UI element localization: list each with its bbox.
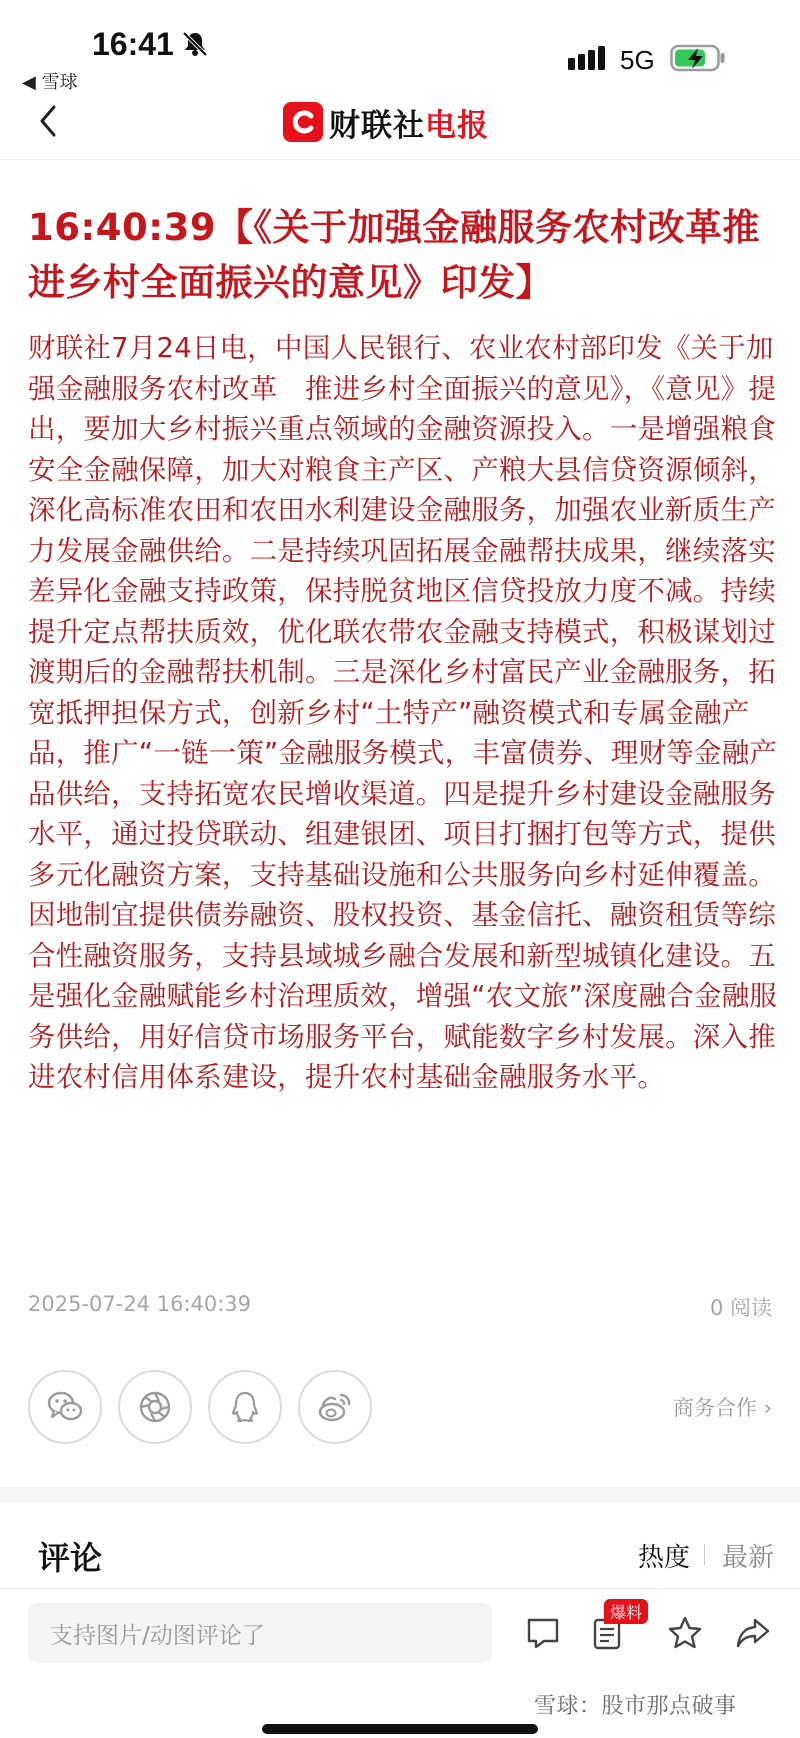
- home-indicator[interactable]: [262, 1724, 538, 1734]
- share-qq-button[interactable]: [208, 1370, 282, 1444]
- sort-new-tab[interactable]: 最新: [722, 1543, 775, 1573]
- back-to-app-link[interactable]: ◀ 雪球: [22, 72, 78, 93]
- bottom-bar: [0, 1588, 800, 1738]
- weibo-icon: [315, 1387, 355, 1427]
- article-meta: [28, 1292, 772, 1324]
- logo-text-accent: 电报: [425, 107, 489, 144]
- watermark: 雪球：股市那点破事: [534, 1694, 737, 1719]
- share-row: [28, 1370, 772, 1446]
- sort-divider: [704, 1544, 705, 1566]
- back-arrow-icon[interactable]: [34, 101, 62, 141]
- article-body: 财联社7月24日电，中国人民银行、农业农村部印发《关于加强金融服务农村改革 推进乡村全面振兴的意见》，《意见》提出，要加大乡村振兴重点领域的金融资源投入。一是增强粮食安全金融保障，加大对粮食主产区、产粮大县信贷资源倾斜，深化高标准农田和农田水利建设金融服务，加强农业新质生产力发展金融供给。二是持续巩固拓展金融帮扶成果，继续落实差异化金融支持政策，保持脱贫地区信贷投放力度不减。持续提升定点帮扶质效，优化联农带农金融支持模式，积极谋划过渡期后的金融帮扶机制。三是深化乡村富民产业金融服务，拓宽抵押担保方式，创新乡村“土特产”融资模式和专属金融产品，推广“一链一策”金融服务模式，丰富债券、理财等金融产品供给，支持拓宽农民增收渠道。四是提升乡村建设金融服务水平，通过投贷联动、组建银团、项目打捆打包等方式，提供多元化融资方案，支持基础设施和公共服务向乡村延伸覆盖。因地制宜提供债券融资、股权投资、基金信托、融资租赁等综合性融资服务，支持县域城乡融合发展和新型城镇化建设。五是强化金融赋能乡村治理质效，增强“农文旅”深度融合金融服务供给，用好信贷市场服务平台，赋能数字乡村发展。深入推进农村信用体系建设，提升农村基础金融服务水平。: [28, 332, 778, 1093]
- publish-date: 2025-07-24 16:40:39: [28, 1292, 252, 1316]
- share-moments-button[interactable]: [118, 1370, 192, 1444]
- share-weibo-button[interactable]: [298, 1370, 372, 1444]
- report-tip-badge: 爆料: [604, 1599, 648, 1624]
- star-icon[interactable]: [666, 1614, 704, 1652]
- comment-icon[interactable]: [524, 1614, 562, 1652]
- signal-icon: [566, 44, 608, 72]
- network-type: 5G: [620, 45, 655, 75]
- moments-icon: [135, 1387, 175, 1427]
- qq-icon: [225, 1387, 265, 1427]
- status-time: 16:41: [92, 26, 174, 62]
- logo-mark: [283, 102, 323, 142]
- cls-logo: [283, 98, 489, 146]
- comment-input[interactable]: 支持图片/动图评论了: [28, 1603, 492, 1663]
- article-headline: 16:40:39【《关于加强金融服务农村改革推进乡村全面振兴的意见》印发】: [28, 206, 761, 304]
- battery-charging-icon: [670, 43, 726, 73]
- sort-hot-tab[interactable]: 热度: [638, 1543, 691, 1573]
- status-bar: [0, 0, 800, 95]
- share-icon[interactable]: [734, 1614, 772, 1652]
- wechat-icon: [45, 1387, 85, 1427]
- share-wechat-button[interactable]: [28, 1370, 102, 1444]
- nav-bar: [0, 95, 800, 160]
- bell-muted-icon: [181, 30, 209, 58]
- business-cooperation-link[interactable]: 商务合作 ›: [672, 1396, 772, 1420]
- comments-title: 评论: [38, 1539, 103, 1577]
- view-count: 0 阅读: [709, 1296, 772, 1320]
- section-divider: [0, 1487, 800, 1503]
- logo-text: 财联社: [329, 107, 425, 144]
